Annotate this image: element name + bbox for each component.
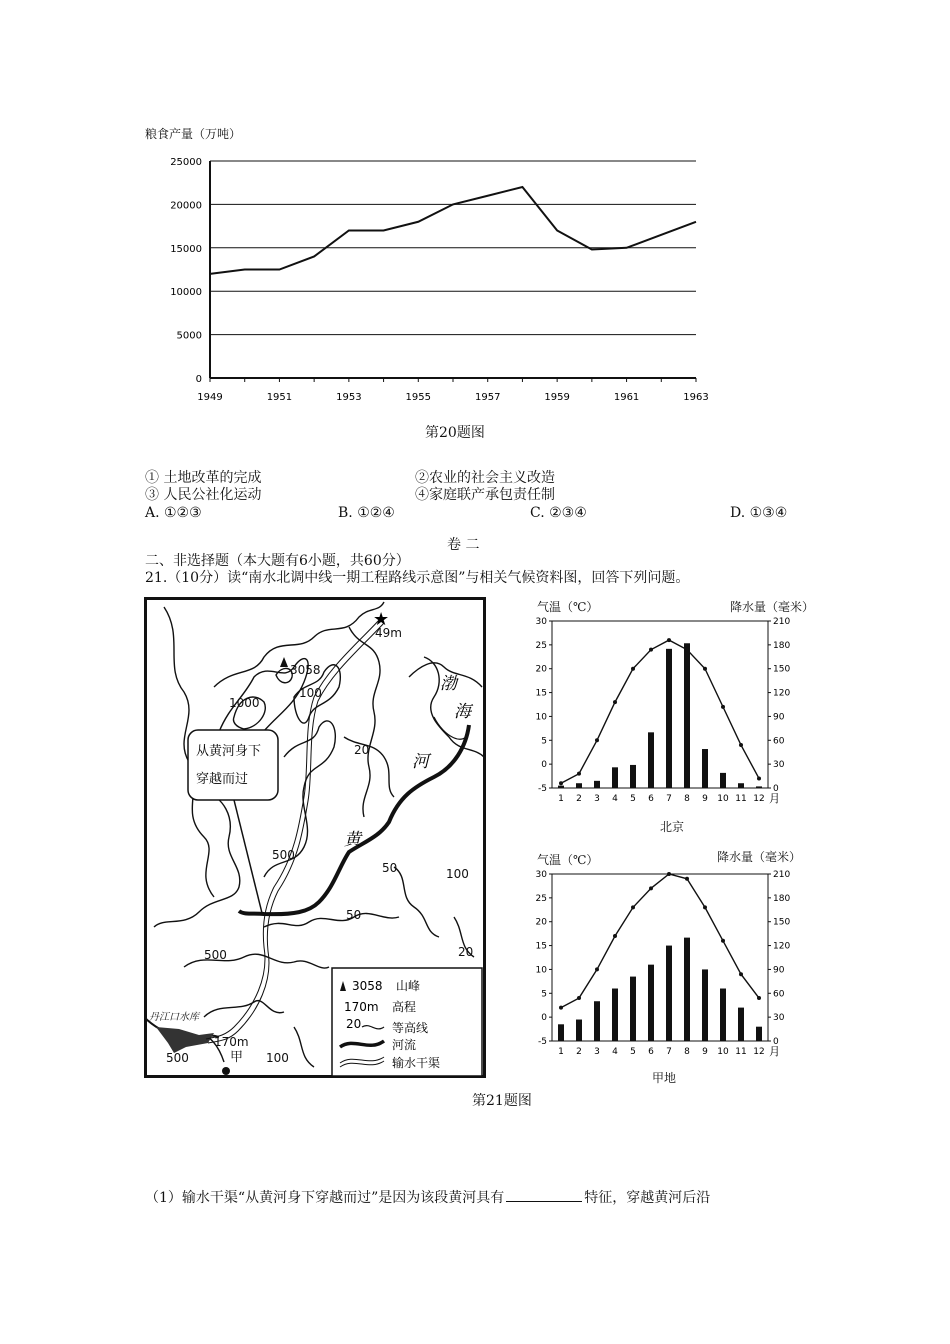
y-tick-label: 20000	[170, 200, 202, 212]
month-label: 8	[684, 1047, 690, 1057]
option-1: ① 土地改革的完成	[145, 470, 262, 486]
x-tick-label: 1951	[266, 392, 293, 403]
south-north-water-map	[144, 597, 486, 1079]
choice-b: B. ①②④	[338, 505, 395, 521]
precip-tick-label: 90	[773, 712, 785, 723]
month-label: 5	[630, 1047, 636, 1057]
q21-1-after: 特征，穿越黄河后沿	[584, 1190, 711, 1206]
temp-point	[703, 905, 707, 909]
temp-point	[613, 700, 617, 704]
temp-point	[703, 667, 707, 671]
precip-tick-label: 30	[773, 1013, 785, 1024]
climate-chart-beijing	[530, 597, 850, 837]
month-label: 11	[735, 1047, 747, 1057]
temp-tick-label: -5	[538, 784, 547, 794]
month-unit: 月	[769, 792, 780, 805]
river-char-he: 河	[412, 752, 429, 772]
contour-100c: 100	[266, 1051, 289, 1065]
precip-tick-label: 60	[773, 989, 785, 1000]
precip-bar	[666, 649, 672, 788]
temp-tick-label: 10	[535, 965, 547, 976]
precip-bar	[576, 783, 582, 788]
month-label: 10	[717, 794, 729, 804]
jia-label: 甲	[230, 1050, 244, 1065]
precip-tick-label: 180	[773, 640, 791, 651]
month-label: 9	[702, 1047, 708, 1057]
precip-tick-label: 150	[773, 664, 791, 675]
temp-point	[595, 738, 599, 742]
precip-bar	[612, 767, 618, 788]
month-label: 2	[576, 794, 582, 804]
x-tick-label: 1959	[544, 392, 570, 403]
temp-line	[561, 874, 759, 1008]
contour-500c: 500	[166, 1051, 189, 1065]
precip-bar	[594, 1001, 600, 1041]
precip-bar	[702, 969, 708, 1041]
temp-tick-label: 20	[535, 664, 547, 675]
option-2: ②农业的社会主义改造	[415, 470, 555, 486]
month-label: 4	[612, 1047, 618, 1057]
month-label: 12	[753, 794, 765, 804]
temp-tick-label: 0	[541, 760, 547, 771]
x-tick-label: 1955	[405, 392, 432, 403]
temp-line	[561, 640, 759, 783]
temp-point	[559, 781, 563, 785]
month-label: 3	[594, 794, 600, 804]
precip-bar	[612, 989, 618, 1041]
temp-point	[577, 772, 581, 776]
climate-chart-jia	[530, 848, 850, 1088]
y-tick-label: 15000	[170, 243, 202, 255]
month-label: 6	[648, 794, 654, 804]
contour-50b: 50	[346, 908, 362, 922]
temp-point	[577, 996, 581, 1000]
contour-50a: 50	[382, 861, 398, 875]
temp-tick-label: 30	[535, 870, 547, 880]
contour-500b: 500	[204, 948, 227, 962]
question-21: 21.（10分）读“南水北调中线一期工程路线示意图”与相关气候资料图，回答下列问题。	[145, 570, 690, 586]
temp-point	[559, 1006, 563, 1010]
precip-bar	[648, 732, 654, 788]
temp-point	[667, 872, 671, 876]
precip-tick-label: 60	[773, 736, 785, 747]
y-tick-label: 5000	[176, 330, 202, 342]
temp-tick-label: 20	[535, 917, 547, 928]
choice-a: A. ①②③	[145, 505, 202, 521]
temp-point	[739, 743, 743, 747]
elev-49m: 49m	[375, 626, 402, 640]
precip-tick-label: 150	[773, 917, 791, 928]
temp-point	[649, 886, 653, 890]
grain-series-line	[210, 187, 696, 274]
temp-tick-label: 15	[535, 941, 547, 952]
precip-tick-label: 210	[773, 870, 791, 880]
y-tick-label: 0	[195, 374, 202, 385]
month-label: 6	[648, 1047, 654, 1057]
month-unit: 月	[769, 1045, 780, 1058]
temp-point	[757, 776, 761, 780]
legend-elev-label: 高程	[392, 1000, 417, 1014]
precip-bar	[738, 783, 744, 788]
month-label: 2	[576, 1047, 582, 1057]
temp-tick-label: 5	[541, 989, 547, 1000]
callout-line-2: 穿越而过	[196, 772, 249, 787]
legend-peak-value: 3058	[352, 979, 383, 993]
temp-point	[739, 972, 743, 976]
precip-bar	[630, 765, 636, 788]
temp-point	[757, 996, 761, 1000]
precip-tick-label: 0	[773, 1037, 779, 1047]
legend-canal-label: 输水干渠	[392, 1056, 441, 1070]
precip-bar	[630, 977, 636, 1041]
month-label: 1	[558, 794, 564, 804]
precip-bar	[756, 1027, 762, 1041]
precip-bar	[684, 643, 690, 788]
x-tick-label: 1961	[613, 392, 640, 403]
precip-bar	[684, 938, 690, 1041]
contour-20a: 20	[354, 743, 370, 757]
temp-point	[631, 667, 635, 671]
plot-frame	[552, 874, 768, 1041]
temp-point	[721, 939, 725, 943]
x-tick-label: 1957	[474, 392, 501, 403]
precip-bar	[576, 1020, 582, 1041]
temp-point	[595, 967, 599, 971]
river-char-huang: 黄	[344, 830, 361, 850]
temp-point	[667, 638, 671, 642]
legend-elev-value: 170m	[344, 1000, 379, 1014]
precip-tick-label: 120	[773, 941, 791, 952]
contour-20b: 20	[458, 945, 474, 959]
legend-contour-label: 等高线	[392, 1021, 429, 1035]
x-tick-label: 1953	[336, 392, 362, 403]
precip-bar	[558, 786, 564, 788]
temp-tick-label: 10	[535, 712, 547, 723]
jia-temp-label: 气温（℃）	[537, 853, 599, 867]
contour-500a: 500	[272, 848, 295, 862]
temp-tick-label: -5	[538, 1037, 547, 1047]
precip-bar	[648, 965, 654, 1041]
precip-tick-label: 210	[773, 617, 791, 627]
temp-point	[649, 648, 653, 652]
choice-d: D. ①③④	[730, 505, 788, 521]
question-21-1	[145, 1188, 710, 1206]
option-4: ④家庭联产承包责任制	[415, 487, 555, 503]
month-label: 4	[612, 794, 618, 804]
month-label: 1	[558, 1047, 564, 1057]
month-label: 9	[702, 794, 708, 804]
peak-elevation: 3058	[290, 663, 321, 677]
jia-precip-label: 降水量（毫米）	[717, 850, 802, 864]
temp-point	[685, 648, 689, 652]
precip-bar	[666, 946, 672, 1041]
temp-tick-label: 25	[535, 893, 547, 904]
choice-c: C. ②③④	[530, 505, 587, 521]
precip-bar	[720, 989, 726, 1041]
beijing-temp-label: 气温（℃）	[537, 600, 599, 614]
x-tick-label: 1949	[197, 392, 223, 403]
bohai-char-2: 海	[454, 702, 471, 722]
answer-blank[interactable]	[506, 1188, 582, 1202]
grain-line-chart	[160, 150, 720, 410]
callout-line-1: 从黄河身下	[196, 744, 262, 759]
temp-tick-label: 5	[541, 736, 547, 747]
jia-title: 甲地	[652, 1071, 677, 1085]
month-label: 7	[666, 794, 672, 804]
temp-tick-label: 0	[541, 1013, 547, 1024]
temp-point	[613, 934, 617, 938]
jia-point	[222, 1067, 230, 1075]
fig21-caption: 第21题图	[472, 1093, 532, 1109]
precip-tick-label: 90	[773, 965, 785, 976]
month-label: 7	[666, 1047, 672, 1057]
precip-bar	[702, 749, 708, 788]
fig20-ylabel: 粮食产量（万吨）	[145, 127, 242, 141]
precip-tick-label: 180	[773, 893, 791, 904]
month-label: 3	[594, 1047, 600, 1057]
temp-point	[631, 905, 635, 909]
contour-1000: 1000	[229, 696, 260, 710]
temp-tick-label: 15	[535, 688, 547, 699]
bohai-char-1: 渤	[440, 674, 457, 694]
option-3: ③ 人民公社化运动	[145, 487, 262, 503]
x-tick-label: 1963	[683, 392, 709, 403]
month-label: 11	[735, 794, 747, 804]
contour-100a: 100	[299, 686, 322, 700]
beijing-star-icon: ★	[373, 609, 390, 630]
month-label: 10	[717, 1047, 729, 1057]
precip-tick-label: 0	[773, 784, 779, 794]
beijing-precip-label: 降水量（毫米）	[730, 600, 815, 614]
temp-tick-label: 25	[535, 640, 547, 651]
temp-tick-label: 30	[535, 617, 547, 627]
precip-bar	[594, 781, 600, 788]
month-label: 12	[753, 1047, 765, 1057]
precip-bar	[756, 786, 762, 788]
contour-100b: 100	[446, 867, 469, 881]
precip-tick-label: 30	[773, 760, 785, 771]
precip-bar	[558, 1024, 564, 1041]
temp-point	[685, 877, 689, 881]
temp-point	[721, 705, 725, 709]
month-label: 5	[630, 794, 636, 804]
precip-bar	[738, 1008, 744, 1041]
legend-contour-value: 20	[346, 1017, 362, 1031]
q21-1-before: （1）输水干渠“从黄河身下穿越而过”是因为该段黄河具有	[145, 1190, 505, 1206]
legend-peak-label: 山峰	[396, 979, 421, 993]
precip-tick-label: 120	[773, 688, 791, 699]
beijing-title: 北京	[660, 820, 685, 834]
fig20-caption: 第20题图	[425, 425, 485, 441]
elevation-170m: 170m	[214, 1035, 249, 1049]
month-label: 8	[684, 794, 690, 804]
map-legend	[332, 968, 482, 1076]
part-heading: 二、非选择题（本大题有6小题，共60分）	[145, 553, 410, 569]
y-tick-label: 25000	[170, 157, 202, 168]
legend-river-label: 河流	[392, 1038, 417, 1052]
volume-heading: 卷 二	[447, 537, 480, 553]
y-tick-label: 10000	[170, 287, 202, 299]
reservoir-label: 丹江口水库	[149, 1012, 199, 1023]
precip-bar	[720, 773, 726, 788]
